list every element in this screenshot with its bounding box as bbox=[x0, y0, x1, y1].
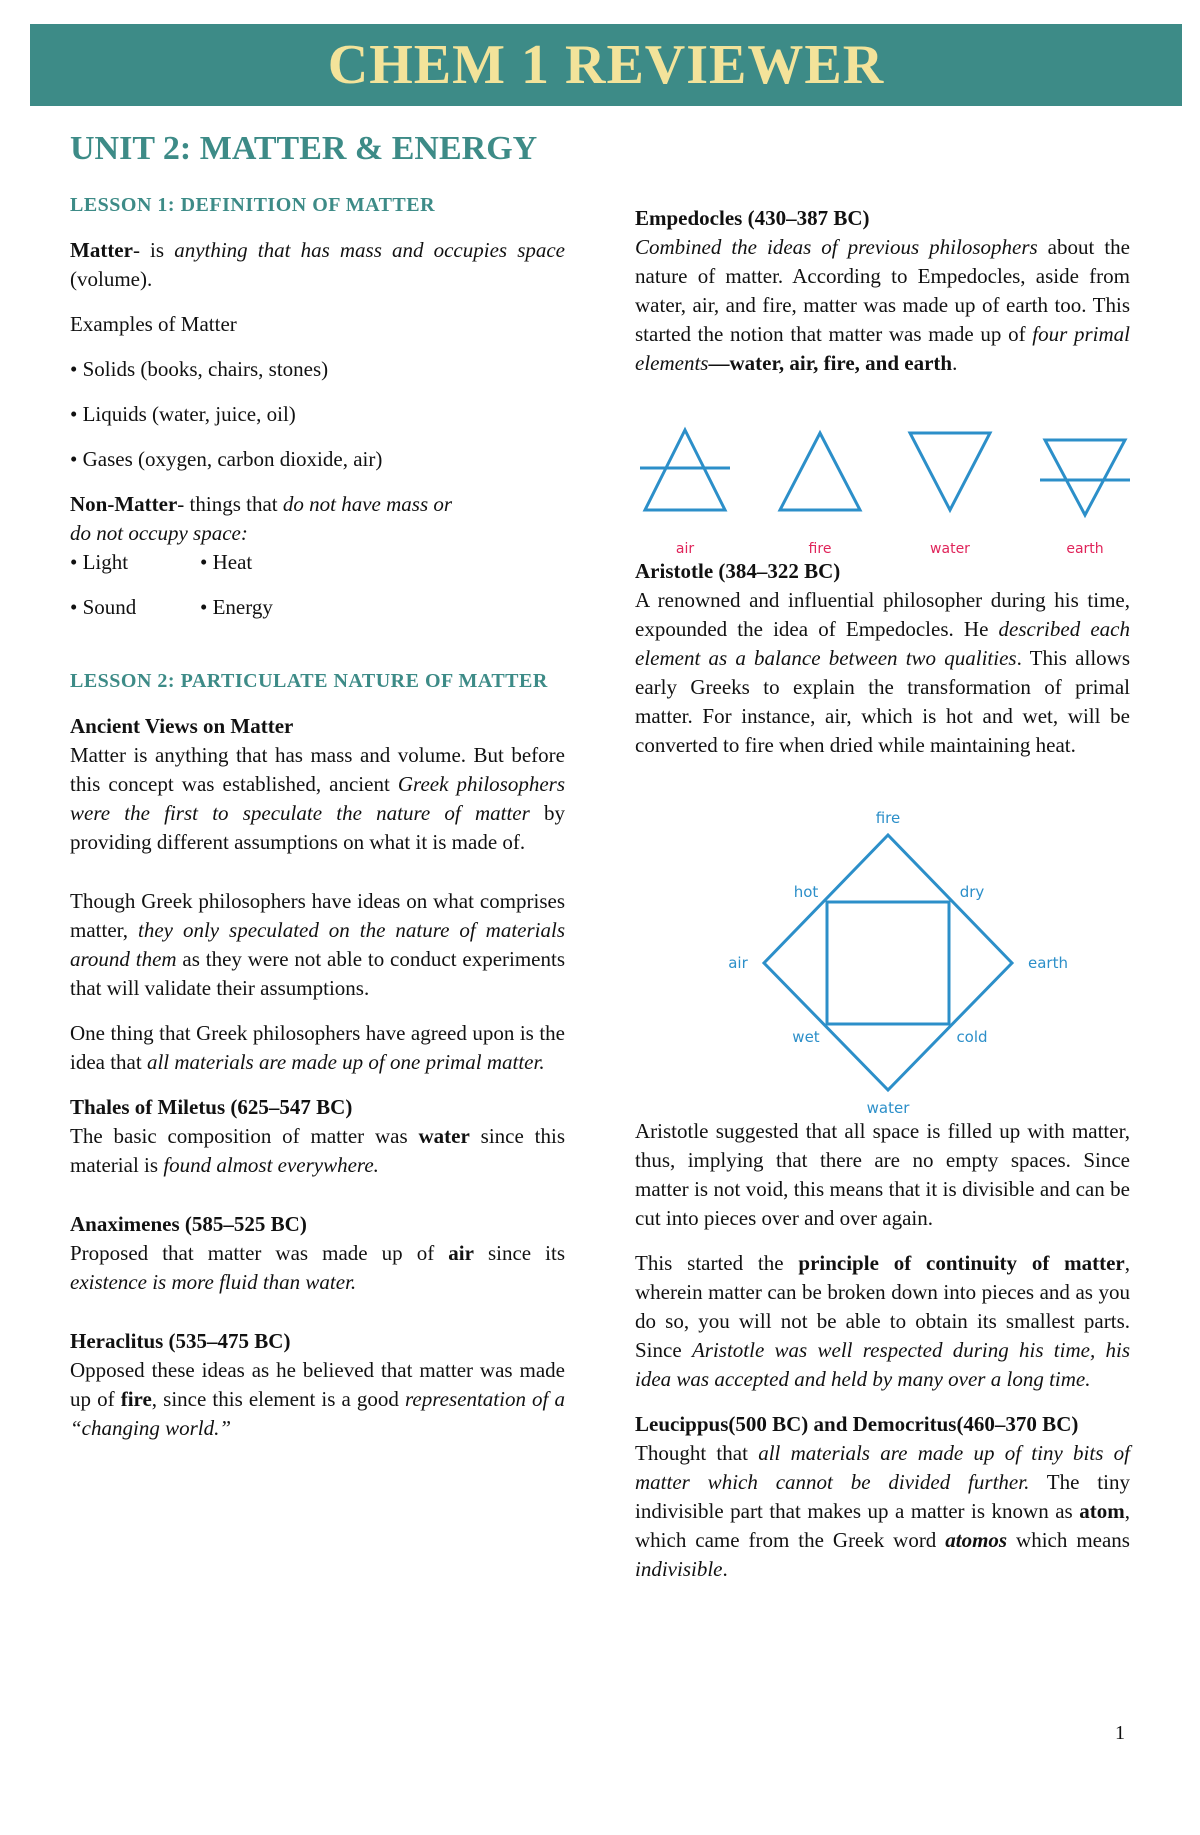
nonmatter-item-light: • Light bbox=[70, 550, 129, 574]
text-run: since this material is bbox=[70, 1124, 565, 1177]
nonmatter-row-2 bbox=[70, 593, 565, 622]
text-run: Matter is anything that has mass and volume. But before this concept was established, ancient bbox=[70, 743, 565, 796]
diagram-label-water: water bbox=[866, 1099, 910, 1117]
heraclitus-text bbox=[70, 1356, 565, 1443]
nonmatter-def: do not have mass or do not occupy space: bbox=[70, 492, 453, 545]
document-title: CHEM 1 REVIEWER bbox=[327, 34, 885, 96]
text-run: Thought that bbox=[635, 1441, 759, 1465]
nonmatter-definition bbox=[70, 490, 470, 548]
continuity-paragraph bbox=[635, 1249, 1130, 1394]
earth-symbol-icon bbox=[1045, 440, 1125, 515]
ancient-paragraph-2 bbox=[70, 887, 565, 1003]
matter-dash: - is bbox=[132, 238, 175, 262]
empedocles-text bbox=[635, 233, 1130, 378]
text-run-italic: all materials are made up of tiny bits of matter which cannot be divided further. bbox=[635, 1441, 1130, 1494]
text-run: about the nature of matter. According to Empedocles, aside from water, air, and fire, matter was made up of earth too. This started the notion that matter was made up of bbox=[635, 235, 1130, 346]
thales-title: Thales of Miletus (625–547 BC) bbox=[70, 1095, 353, 1119]
diagram-label-hot: hot bbox=[793, 883, 819, 901]
label-water: water bbox=[930, 541, 970, 557]
matter-tail: (volume). bbox=[70, 267, 153, 291]
fire-symbol-icon bbox=[780, 433, 860, 510]
text-run: . This allows early Greeks to explain the transformation of primal matter. For instance, air, which is hot and wet, will be converted to fire when dried while maintaining heat. bbox=[635, 646, 1130, 757]
ancient-paragraph-3 bbox=[70, 1019, 565, 1077]
text-run: . bbox=[952, 351, 958, 375]
text-run: Though Greek philosophers have ideas on what comprises matter, bbox=[70, 889, 565, 942]
heraclitus-title: Heraclitus (535–475 BC) bbox=[70, 1329, 291, 1353]
text-run: by providing different assumptions on what it is made of. bbox=[70, 801, 565, 854]
examples-title: Examples of Matter bbox=[70, 312, 237, 336]
text-run-bold: air bbox=[448, 1241, 474, 1265]
diagram-label-dry: dry bbox=[959, 883, 985, 901]
text-run-italic: existence is more fluid than water. bbox=[70, 1270, 357, 1294]
ancient-views-title: Ancient Views on Matter bbox=[70, 714, 294, 738]
air-symbol-icon bbox=[645, 430, 725, 510]
empedocles-title: Empedocles (430–387 BC) bbox=[635, 206, 870, 230]
aristotle-qualities-diagram bbox=[700, 805, 1080, 1120]
header-banner bbox=[30, 24, 1182, 106]
matter-term: Matter bbox=[70, 238, 133, 262]
leucippus-text bbox=[635, 1439, 1130, 1584]
example-item-solids: • Solids (books, chairs, stones) bbox=[70, 357, 329, 381]
ancient-paragraph-1 bbox=[70, 741, 565, 857]
left-column bbox=[70, 190, 565, 1443]
text-run: Opposed these ideas as he believed that matter was made up of bbox=[70, 1358, 565, 1411]
text-run: which means bbox=[1007, 1528, 1130, 1552]
text-run-italic: four primal elements bbox=[635, 322, 1131, 375]
diagram-label-earth: earth bbox=[1028, 954, 1068, 972]
matter-def: anything that has mass and occupies space bbox=[174, 238, 566, 262]
aristotle-text bbox=[635, 586, 1130, 760]
leucippus-title: Leucippus(500 BC) and Democritus(460–370 BC) bbox=[635, 1412, 1079, 1436]
text-run: . bbox=[722, 1557, 728, 1581]
water-symbol-icon bbox=[910, 433, 990, 510]
text-run-italic: Aristotle was well respected during his time, his idea was accepted and held by many over a long time. bbox=[635, 1338, 1130, 1391]
nonmatter-mid: - things that bbox=[177, 492, 283, 516]
anaximenes-title: Anaximenes (585–525 BC) bbox=[70, 1212, 307, 1236]
text-run-italic: representation of a “changing world.” bbox=[70, 1387, 565, 1440]
thales-text bbox=[70, 1122, 565, 1180]
text-run: , since this element is a good bbox=[151, 1387, 406, 1411]
diagram-diamond bbox=[764, 835, 1012, 1090]
text-run-italic: indivisible bbox=[635, 1557, 723, 1581]
text-run-italic: found almost everywhere. bbox=[163, 1153, 379, 1177]
nonmatter-item-sound: • Sound bbox=[70, 595, 137, 619]
text-run: A renowned and influential philosopher during his time, expounded the idea of Empedocles. He bbox=[635, 588, 1130, 641]
text-run-italic: they only speculated on the nature of materials around them bbox=[70, 918, 565, 971]
aristotle-title: Aristotle (384–322 BC) bbox=[635, 559, 841, 583]
nonmatter-item-heat: • Heat bbox=[200, 550, 253, 574]
diagram-label-wet: wet bbox=[792, 1028, 820, 1046]
example-item-liquids: • Liquids (water, juice, oil) bbox=[70, 402, 296, 426]
text-run: One thing that Greek philosophers have agreed upon is the idea that bbox=[70, 1021, 565, 1074]
matter-definition bbox=[70, 236, 565, 294]
nonmatter-row-1 bbox=[70, 548, 565, 577]
text-run-italic: all materials are made up of one primal matter. bbox=[146, 1050, 545, 1074]
example-item-gases: • Gases (oxygen, carbon dioxide, air) bbox=[70, 447, 383, 471]
lesson1-title: LESSON 1: DEFINITION OF MATTER bbox=[70, 194, 436, 216]
diagram-label-fire: fire bbox=[875, 809, 901, 827]
text-run-bold: —water, air, fire, and earth bbox=[708, 351, 953, 375]
aristotle-block bbox=[635, 557, 1130, 760]
text-run-bold: water bbox=[418, 1124, 470, 1148]
label-air: air bbox=[675, 541, 695, 557]
nonmatter-term: Non-Matter bbox=[70, 492, 178, 516]
text-run-bold-italic: atomos bbox=[945, 1528, 1008, 1552]
label-earth: earth bbox=[1066, 541, 1104, 557]
text-run-bold: principle of continuity of matter bbox=[798, 1251, 1125, 1275]
label-fire: fire bbox=[808, 541, 832, 557]
text-run: Proposed that matter was made up of bbox=[70, 1241, 449, 1265]
text-run-italic: described each element as a balance between two qualities bbox=[635, 617, 1130, 670]
page-number: 1 bbox=[1115, 1722, 1125, 1744]
element-symbols-figure bbox=[635, 425, 1135, 560]
text-run: The tiny indivisible part that makes up a matter is known as bbox=[635, 1470, 1130, 1523]
diagram-square bbox=[827, 902, 949, 1024]
lesson2-title: LESSON 2: PARTICULATE NATURE OF MATTER bbox=[70, 670, 548, 692]
anaximenes-text bbox=[70, 1239, 565, 1297]
text-run: This started the bbox=[635, 1251, 799, 1275]
text-run: as they were not able to conduct experiments that will validate their assumptions. bbox=[70, 947, 565, 1000]
diagram-label-cold: cold bbox=[956, 1028, 988, 1046]
text-run-bold: atom bbox=[1079, 1499, 1125, 1523]
diagram-label-air: air bbox=[728, 954, 748, 972]
aristotle-paragraph-2: Aristotle suggested that all space is filled up with matter, thus, implying that there are no empty spaces. Since matter is not void, this means that it is divisible and can be cut into pieces over and over again. bbox=[635, 1119, 1130, 1230]
text-run: since its bbox=[473, 1241, 565, 1265]
nonmatter-item-energy: • Energy bbox=[200, 595, 273, 619]
text-run: The basic composition of matter was bbox=[70, 1124, 419, 1148]
text-run-italic: Combined the ideas of previous philosophers bbox=[635, 235, 1038, 259]
right-column-bottom bbox=[635, 1117, 1130, 1584]
unit-title: UNIT 2: MATTER & ENERGY bbox=[70, 130, 538, 167]
text-run-bold: fire bbox=[120, 1387, 152, 1411]
text-run: , wherein matter can be broken down into pieces and as you do so, you will not be able to obtain its smallest parts. Since bbox=[635, 1251, 1130, 1362]
text-run: , which came from the Greek word bbox=[635, 1499, 1130, 1552]
right-column-top bbox=[635, 204, 1130, 378]
text-run-italic: Greek philosophers were the first to speculate the nature of matter bbox=[70, 772, 565, 825]
